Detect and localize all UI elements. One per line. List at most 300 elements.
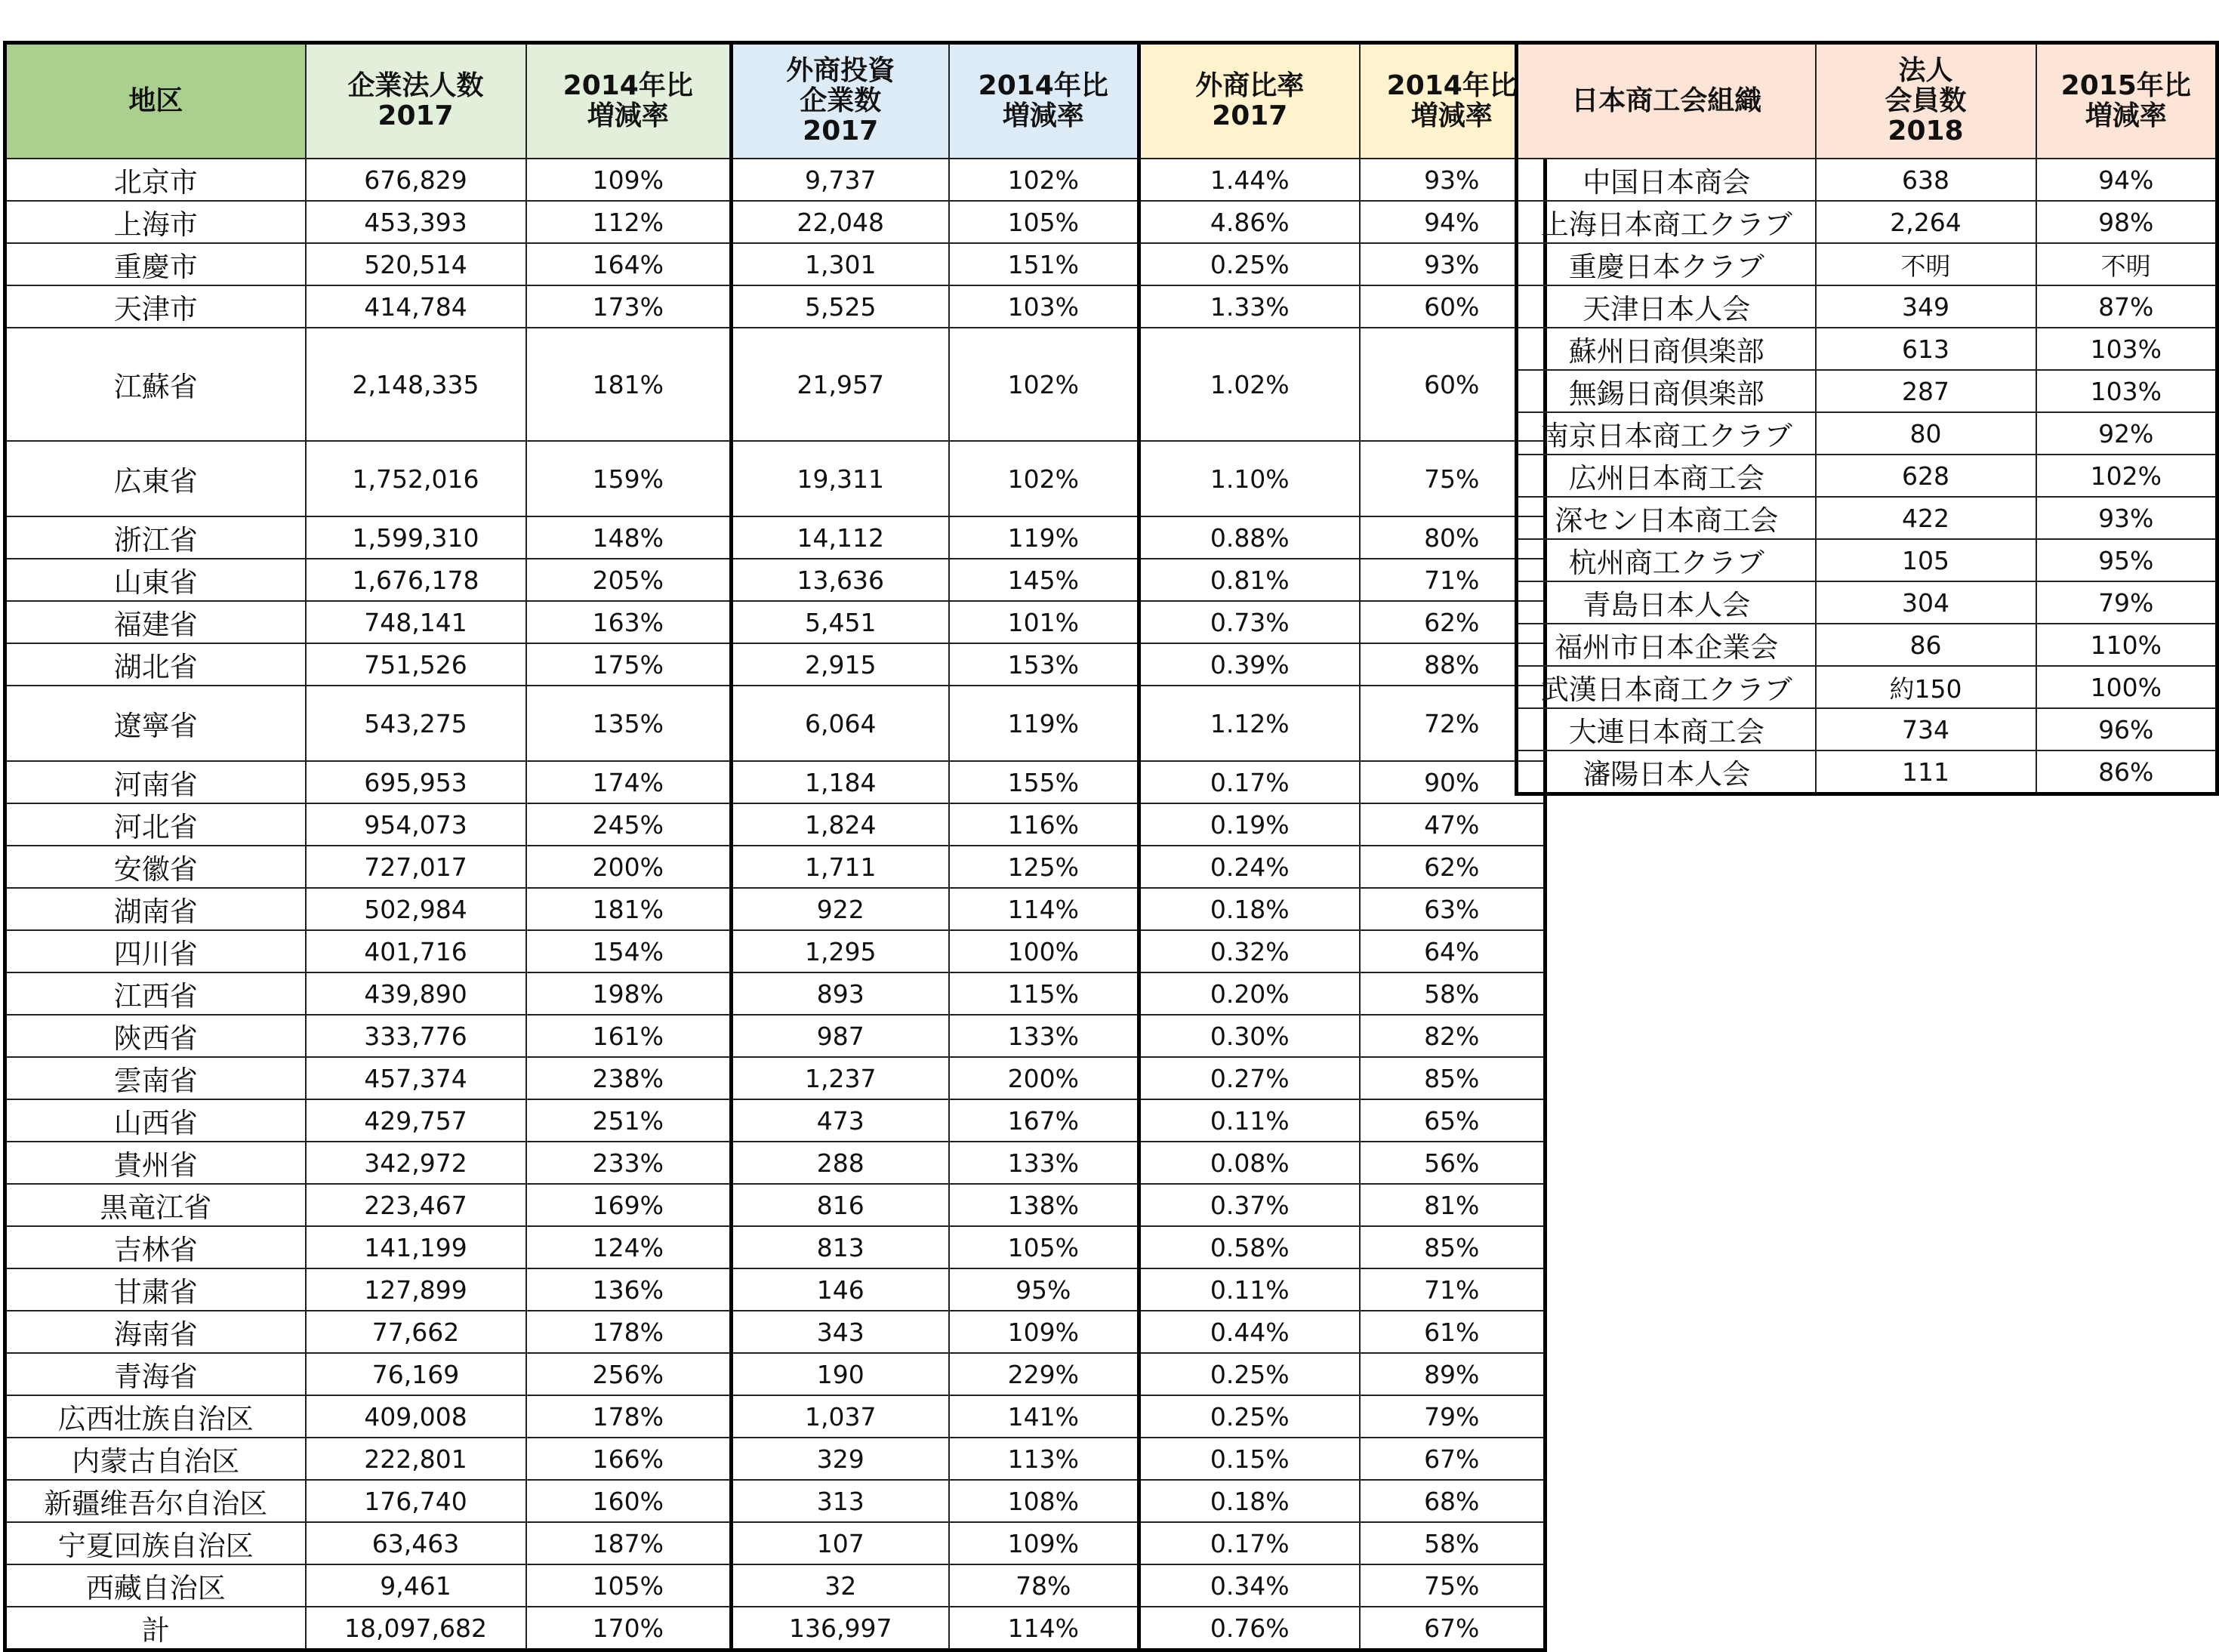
foreign-count-cell: 922 xyxy=(732,888,949,930)
foreign-ratio-cell: 0.17% xyxy=(1139,1522,1360,1564)
foreign-ratio-cell: 0.34% xyxy=(1139,1564,1360,1607)
table-row xyxy=(5,1015,1546,1057)
region-cell: 陝西省 xyxy=(5,1015,306,1057)
table-row xyxy=(1517,370,2217,412)
foreign-count-cell: 136,997 xyxy=(732,1607,949,1650)
foreign-count-cell: 1,295 xyxy=(732,930,949,972)
org-name-cell: 重慶日本クラブ xyxy=(1517,243,1816,285)
header-org: 日本商工会組織 xyxy=(1517,43,1816,159)
member-rate-cell: 不明 xyxy=(2036,243,2217,285)
corp-rate-cell: 159% xyxy=(526,441,732,516)
corp-count-cell: 141,199 xyxy=(306,1226,526,1268)
member-count-cell: 304 xyxy=(1816,581,2036,624)
corp-rate-cell: 109% xyxy=(526,159,732,201)
foreign-rate-cell: 133% xyxy=(949,1015,1139,1057)
org-name-cell: 中国日本商会 xyxy=(1517,159,1816,201)
corp-count-cell: 2,148,335 xyxy=(306,328,526,441)
table-row xyxy=(5,1099,1546,1142)
foreign-ratio-cell: 1.33% xyxy=(1139,285,1360,328)
region-cell: 新疆维吾尔自治区 xyxy=(5,1480,306,1522)
corp-rate-cell: 160% xyxy=(526,1480,732,1522)
region-cell: 重慶市 xyxy=(5,243,306,285)
region-table xyxy=(3,41,1547,1652)
region-cell: 計 xyxy=(5,1607,306,1650)
region-cell: 福建省 xyxy=(5,601,306,643)
header-corp-rate: 2014年比 増減率 xyxy=(526,43,732,159)
foreign-count-cell: 343 xyxy=(732,1311,949,1353)
corp-count-cell: 409,008 xyxy=(306,1395,526,1438)
foreign-count-cell: 1,824 xyxy=(732,803,949,846)
org-name-cell: 深セン日本商工会 xyxy=(1517,497,1816,539)
ratio-rate-cell: 60% xyxy=(1360,328,1546,441)
foreign-ratio-cell: 0.44% xyxy=(1139,1311,1360,1353)
ratio-rate-cell: 61% xyxy=(1360,1311,1546,1353)
member-count-cell: 613 xyxy=(1816,328,2036,370)
foreign-ratio-cell: 0.25% xyxy=(1139,1353,1360,1395)
foreign-rate-cell: 138% xyxy=(949,1184,1139,1226)
table-row xyxy=(5,285,1546,328)
table-row xyxy=(1517,624,2217,666)
region-table-header xyxy=(5,43,1546,159)
corp-count-cell: 223,467 xyxy=(306,1184,526,1226)
member-rate-cell: 100% xyxy=(2036,666,2217,708)
foreign-count-cell: 146 xyxy=(732,1268,949,1311)
region-cell: 浙江省 xyxy=(5,516,306,559)
table-row xyxy=(5,159,1546,201)
foreign-rate-cell: 113% xyxy=(949,1438,1139,1480)
region-cell: 安徽省 xyxy=(5,846,306,888)
foreign-ratio-cell: 0.24% xyxy=(1139,846,1360,888)
ratio-rate-cell: 75% xyxy=(1360,441,1546,516)
foreign-ratio-cell: 0.19% xyxy=(1139,803,1360,846)
corp-rate-cell: 251% xyxy=(526,1099,732,1142)
foreign-count-cell: 893 xyxy=(732,972,949,1015)
org-name-cell: 南京日本商工クラブ xyxy=(1517,412,1816,455)
corp-rate-cell: 256% xyxy=(526,1353,732,1395)
table-row xyxy=(5,930,1546,972)
corp-rate-cell: 187% xyxy=(526,1522,732,1564)
foreign-ratio-cell: 0.15% xyxy=(1139,1438,1360,1480)
foreign-count-cell: 1,711 xyxy=(732,846,949,888)
foreign-rate-cell: 229% xyxy=(949,1353,1139,1395)
foreign-ratio-cell: 4.86% xyxy=(1139,201,1360,243)
table-row xyxy=(1517,455,2217,497)
ratio-rate-cell: 72% xyxy=(1360,686,1546,761)
corp-rate-cell: 124% xyxy=(526,1226,732,1268)
region-cell: 河北省 xyxy=(5,803,306,846)
ratio-rate-cell: 67% xyxy=(1360,1607,1546,1650)
table-row xyxy=(5,1311,1546,1353)
foreign-count-cell: 14,112 xyxy=(732,516,949,559)
table-row xyxy=(1517,708,2217,750)
foreign-rate-cell: 119% xyxy=(949,516,1139,559)
ratio-rate-cell: 58% xyxy=(1360,972,1546,1015)
foreign-rate-cell: 102% xyxy=(949,441,1139,516)
member-count-cell: 2,264 xyxy=(1816,201,2036,243)
foreign-rate-cell: 100% xyxy=(949,930,1139,972)
header-foreign-rate: 2014年比 増減率 xyxy=(949,43,1139,159)
ratio-rate-cell: 56% xyxy=(1360,1142,1546,1184)
foreign-count-cell: 22,048 xyxy=(732,201,949,243)
foreign-rate-cell: 115% xyxy=(949,972,1139,1015)
corp-count-cell: 543,275 xyxy=(306,686,526,761)
region-cell: 天津市 xyxy=(5,285,306,328)
corp-count-cell: 502,984 xyxy=(306,888,526,930)
foreign-count-cell: 1,037 xyxy=(732,1395,949,1438)
table-row xyxy=(5,243,1546,285)
foreign-ratio-cell: 0.18% xyxy=(1139,888,1360,930)
foreign-count-cell: 1,184 xyxy=(732,761,949,803)
org-name-cell: 瀋陽日本人会 xyxy=(1517,750,1816,794)
foreign-count-cell: 5,525 xyxy=(732,285,949,328)
region-cell: 吉林省 xyxy=(5,1226,306,1268)
org-table-body xyxy=(1517,159,2217,794)
foreign-ratio-cell: 0.30% xyxy=(1139,1015,1360,1057)
corp-rate-cell: 178% xyxy=(526,1395,732,1438)
table-row xyxy=(5,1057,1546,1099)
corp-count-cell: 401,716 xyxy=(306,930,526,972)
foreign-ratio-cell: 1.10% xyxy=(1139,441,1360,516)
foreign-count-cell: 9,737 xyxy=(732,159,949,201)
member-count-cell: 80 xyxy=(1816,412,2036,455)
corp-count-cell: 18,097,682 xyxy=(306,1607,526,1650)
foreign-rate-cell: 114% xyxy=(949,888,1139,930)
corp-count-cell: 954,073 xyxy=(306,803,526,846)
foreign-count-cell: 5,451 xyxy=(732,601,949,643)
region-cell: 雲南省 xyxy=(5,1057,306,1099)
corp-rate-cell: 175% xyxy=(526,643,732,686)
foreign-rate-cell: 155% xyxy=(949,761,1139,803)
member-rate-cell: 98% xyxy=(2036,201,2217,243)
header-foreign-ratio: 外商比率 2017 xyxy=(1139,43,1360,159)
region-cell: 湖南省 xyxy=(5,888,306,930)
foreign-count-cell: 1,237 xyxy=(732,1057,949,1099)
table-row xyxy=(5,1268,1546,1311)
table-row xyxy=(5,761,1546,803)
region-cell: 宁夏回族自治区 xyxy=(5,1522,306,1564)
foreign-rate-cell: 102% xyxy=(949,159,1139,201)
table-row xyxy=(1517,666,2217,708)
ratio-rate-cell: 58% xyxy=(1360,1522,1546,1564)
foreign-rate-cell: 119% xyxy=(949,686,1139,761)
table-row xyxy=(5,1142,1546,1184)
member-count-cell: 不明 xyxy=(1816,243,2036,285)
corp-count-cell: 439,890 xyxy=(306,972,526,1015)
org-table-header xyxy=(1517,43,2217,159)
member-rate-cell: 79% xyxy=(2036,581,2217,624)
ratio-rate-cell: 93% xyxy=(1360,243,1546,285)
corp-count-cell: 457,374 xyxy=(306,1057,526,1099)
member-rate-cell: 96% xyxy=(2036,708,2217,750)
corp-count-cell: 1,599,310 xyxy=(306,516,526,559)
region-cell: 北京市 xyxy=(5,159,306,201)
ratio-rate-cell: 67% xyxy=(1360,1438,1546,1480)
org-name-cell: 大連日本商工会 xyxy=(1517,708,1816,750)
corp-rate-cell: 148% xyxy=(526,516,732,559)
region-cell: 江西省 xyxy=(5,972,306,1015)
foreign-ratio-cell: 0.73% xyxy=(1139,601,1360,643)
foreign-rate-cell: 145% xyxy=(949,559,1139,601)
ratio-rate-cell: 64% xyxy=(1360,930,1546,972)
header-members: 法人 会員数 2018 xyxy=(1816,43,2036,159)
table-row xyxy=(5,1607,1546,1650)
region-cell: 貴州省 xyxy=(5,1142,306,1184)
foreign-rate-cell: 102% xyxy=(949,328,1139,441)
region-cell: 甘粛省 xyxy=(5,1268,306,1311)
table-row xyxy=(1517,581,2217,624)
header-foreign-count: 外商投資 企業数 2017 xyxy=(732,43,949,159)
member-count-cell: 105 xyxy=(1816,539,2036,581)
region-cell: 黒竜江省 xyxy=(5,1184,306,1226)
foreign-rate-cell: 101% xyxy=(949,601,1139,643)
member-count-cell: 111 xyxy=(1816,750,2036,794)
member-count-cell: 約150 xyxy=(1816,666,2036,708)
corp-count-cell: 127,899 xyxy=(306,1268,526,1311)
corp-count-cell: 76,169 xyxy=(306,1353,526,1395)
table-row xyxy=(5,972,1546,1015)
header-ratio-rate: 2014年比 増減率 xyxy=(1360,43,1546,159)
corp-count-cell: 429,757 xyxy=(306,1099,526,1142)
table-row xyxy=(1517,159,2217,201)
corp-count-cell: 751,526 xyxy=(306,643,526,686)
member-count-cell: 638 xyxy=(1816,159,2036,201)
foreign-ratio-cell: 0.37% xyxy=(1139,1184,1360,1226)
region-cell: 海南省 xyxy=(5,1311,306,1353)
foreign-ratio-cell: 0.20% xyxy=(1139,972,1360,1015)
foreign-rate-cell: 105% xyxy=(949,1226,1139,1268)
foreign-rate-cell: 105% xyxy=(949,201,1139,243)
member-rate-cell: 102% xyxy=(2036,455,2217,497)
foreign-ratio-cell: 0.58% xyxy=(1139,1226,1360,1268)
foreign-count-cell: 2,915 xyxy=(732,643,949,686)
org-table xyxy=(1515,41,2219,796)
member-rate-cell: 103% xyxy=(2036,370,2217,412)
region-cell: 江蘇省 xyxy=(5,328,306,441)
member-rate-cell: 87% xyxy=(2036,285,2217,328)
member-rate-cell: 92% xyxy=(2036,412,2217,455)
table-row xyxy=(5,846,1546,888)
corp-rate-cell: 170% xyxy=(526,1607,732,1650)
foreign-rate-cell: 167% xyxy=(949,1099,1139,1142)
corp-rate-cell: 161% xyxy=(526,1015,732,1057)
ratio-rate-cell: 60% xyxy=(1360,285,1546,328)
foreign-rate-cell: 103% xyxy=(949,285,1139,328)
foreign-rate-cell: 125% xyxy=(949,846,1139,888)
corp-count-cell: 453,393 xyxy=(306,201,526,243)
member-count-cell: 734 xyxy=(1816,708,2036,750)
header-members-rate: 2015年比 増減率 xyxy=(2036,43,2217,159)
region-table-body xyxy=(5,159,1546,1650)
corp-rate-cell: 181% xyxy=(526,888,732,930)
table-row xyxy=(5,328,1546,441)
foreign-count-cell: 473 xyxy=(732,1099,949,1142)
table-row xyxy=(1517,328,2217,370)
corp-count-cell: 727,017 xyxy=(306,846,526,888)
foreign-ratio-cell: 0.32% xyxy=(1139,930,1360,972)
ratio-rate-cell: 68% xyxy=(1360,1480,1546,1522)
member-count-cell: 422 xyxy=(1816,497,2036,539)
foreign-count-cell: 32 xyxy=(732,1564,949,1607)
table-row xyxy=(5,201,1546,243)
corp-count-cell: 695,953 xyxy=(306,761,526,803)
table-row xyxy=(5,441,1546,516)
corp-count-cell: 333,776 xyxy=(306,1015,526,1057)
corp-count-cell: 520,514 xyxy=(306,243,526,285)
foreign-ratio-cell: 1.12% xyxy=(1139,686,1360,761)
table-row xyxy=(1517,497,2217,539)
ratio-rate-cell: 75% xyxy=(1360,1564,1546,1607)
org-name-cell: 武漢日本商工クラブ xyxy=(1517,666,1816,708)
table-row xyxy=(1517,539,2217,581)
table-row xyxy=(5,516,1546,559)
region-cell: 遼寧省 xyxy=(5,686,306,761)
ratio-rate-cell: 71% xyxy=(1360,559,1546,601)
region-cell: 山西省 xyxy=(5,1099,306,1142)
corp-rate-cell: 205% xyxy=(526,559,732,601)
table-row xyxy=(5,601,1546,643)
corp-rate-cell: 178% xyxy=(526,1311,732,1353)
corp-count-cell: 9,461 xyxy=(306,1564,526,1607)
corp-rate-cell: 200% xyxy=(526,846,732,888)
org-name-cell: 杭州商工クラブ xyxy=(1517,539,1816,581)
foreign-count-cell: 987 xyxy=(732,1015,949,1057)
corp-count-cell: 63,463 xyxy=(306,1522,526,1564)
foreign-count-cell: 313 xyxy=(732,1480,949,1522)
foreign-rate-cell: 141% xyxy=(949,1395,1139,1438)
org-name-cell: 天津日本人会 xyxy=(1517,285,1816,328)
member-rate-cell: 94% xyxy=(2036,159,2217,201)
foreign-rate-cell: 153% xyxy=(949,643,1139,686)
region-cell: 内蒙古自治区 xyxy=(5,1438,306,1480)
ratio-rate-cell: 79% xyxy=(1360,1395,1546,1438)
table-row xyxy=(5,1564,1546,1607)
foreign-count-cell: 6,064 xyxy=(732,686,949,761)
ratio-rate-cell: 89% xyxy=(1360,1353,1546,1395)
foreign-ratio-cell: 1.44% xyxy=(1139,159,1360,201)
corp-rate-cell: 163% xyxy=(526,601,732,643)
org-name-cell: 広州日本商工会 xyxy=(1517,455,1816,497)
foreign-ratio-cell: 0.76% xyxy=(1139,1607,1360,1650)
member-rate-cell: 103% xyxy=(2036,328,2217,370)
ratio-rate-cell: 88% xyxy=(1360,643,1546,686)
region-cell: 山東省 xyxy=(5,559,306,601)
foreign-count-cell: 21,957 xyxy=(732,328,949,441)
table-row xyxy=(1517,201,2217,243)
table-row xyxy=(5,1438,1546,1480)
foreign-ratio-cell: 0.88% xyxy=(1139,516,1360,559)
ratio-rate-cell: 94% xyxy=(1360,201,1546,243)
corp-count-cell: 222,801 xyxy=(306,1438,526,1480)
region-cell: 四川省 xyxy=(5,930,306,972)
header-region: 地区 xyxy=(5,43,306,159)
ratio-rate-cell: 93% xyxy=(1360,159,1546,201)
member-rate-cell: 95% xyxy=(2036,539,2217,581)
foreign-rate-cell: 116% xyxy=(949,803,1139,846)
table-row xyxy=(5,559,1546,601)
member-rate-cell: 110% xyxy=(2036,624,2217,666)
foreign-rate-cell: 95% xyxy=(949,1268,1139,1311)
ratio-rate-cell: 62% xyxy=(1360,601,1546,643)
corp-count-cell: 676,829 xyxy=(306,159,526,201)
foreign-ratio-cell: 1.02% xyxy=(1139,328,1360,441)
corp-count-cell: 1,752,016 xyxy=(306,441,526,516)
org-name-cell: 無錫日商倶楽部 xyxy=(1517,370,1816,412)
foreign-ratio-cell: 0.11% xyxy=(1139,1099,1360,1142)
region-cell: 西藏自治区 xyxy=(5,1564,306,1607)
ratio-rate-cell: 65% xyxy=(1360,1099,1546,1142)
foreign-rate-cell: 109% xyxy=(949,1522,1139,1564)
foreign-rate-cell: 78% xyxy=(949,1564,1139,1607)
corp-rate-cell: 169% xyxy=(526,1184,732,1226)
region-cell: 河南省 xyxy=(5,761,306,803)
table-row xyxy=(5,686,1546,761)
ratio-rate-cell: 62% xyxy=(1360,846,1546,888)
ratio-rate-cell: 47% xyxy=(1360,803,1546,846)
table-row xyxy=(1517,412,2217,455)
foreign-count-cell: 190 xyxy=(732,1353,949,1395)
foreign-ratio-cell: 0.27% xyxy=(1139,1057,1360,1099)
corp-count-cell: 77,662 xyxy=(306,1311,526,1353)
foreign-count-cell: 329 xyxy=(732,1438,949,1480)
corp-rate-cell: 135% xyxy=(526,686,732,761)
org-name-cell: 上海日本商工クラブ xyxy=(1517,201,1816,243)
table-row xyxy=(5,1184,1546,1226)
corp-rate-cell: 105% xyxy=(526,1564,732,1607)
region-cell: 上海市 xyxy=(5,201,306,243)
corp-rate-cell: 136% xyxy=(526,1268,732,1311)
corp-count-cell: 748,141 xyxy=(306,601,526,643)
region-cell: 湖北省 xyxy=(5,643,306,686)
corp-rate-cell: 174% xyxy=(526,761,732,803)
corp-count-cell: 342,972 xyxy=(306,1142,526,1184)
table-row xyxy=(5,1353,1546,1395)
corp-rate-cell: 166% xyxy=(526,1438,732,1480)
foreign-count-cell: 1,301 xyxy=(732,243,949,285)
foreign-rate-cell: 109% xyxy=(949,1311,1139,1353)
member-count-cell: 86 xyxy=(1816,624,2036,666)
corp-rate-cell: 238% xyxy=(526,1057,732,1099)
table-row xyxy=(1517,750,2217,794)
corp-rate-cell: 245% xyxy=(526,803,732,846)
table-row xyxy=(5,1226,1546,1268)
foreign-ratio-cell: 0.81% xyxy=(1139,559,1360,601)
corp-rate-cell: 164% xyxy=(526,243,732,285)
ratio-rate-cell: 90% xyxy=(1360,761,1546,803)
table-row xyxy=(5,1522,1546,1564)
foreign-rate-cell: 108% xyxy=(949,1480,1139,1522)
corp-rate-cell: 154% xyxy=(526,930,732,972)
foreign-ratio-cell: 0.17% xyxy=(1139,761,1360,803)
foreign-ratio-cell: 0.25% xyxy=(1139,243,1360,285)
corp-count-cell: 176,740 xyxy=(306,1480,526,1522)
member-count-cell: 349 xyxy=(1816,285,2036,328)
region-cell: 広東省 xyxy=(5,441,306,516)
foreign-ratio-cell: 0.18% xyxy=(1139,1480,1360,1522)
header-corp-count: 企業法人数 2017 xyxy=(306,43,526,159)
foreign-ratio-cell: 0.25% xyxy=(1139,1395,1360,1438)
table-row xyxy=(5,1395,1546,1438)
corp-rate-cell: 181% xyxy=(526,328,732,441)
org-name-cell: 青島日本人会 xyxy=(1517,581,1816,624)
foreign-ratio-cell: 0.08% xyxy=(1139,1142,1360,1184)
corp-rate-cell: 233% xyxy=(526,1142,732,1184)
foreign-ratio-cell: 0.39% xyxy=(1139,643,1360,686)
foreign-count-cell: 19,311 xyxy=(732,441,949,516)
ratio-rate-cell: 81% xyxy=(1360,1184,1546,1226)
member-count-cell: 287 xyxy=(1816,370,2036,412)
corp-rate-cell: 112% xyxy=(526,201,732,243)
ratio-rate-cell: 80% xyxy=(1360,516,1546,559)
